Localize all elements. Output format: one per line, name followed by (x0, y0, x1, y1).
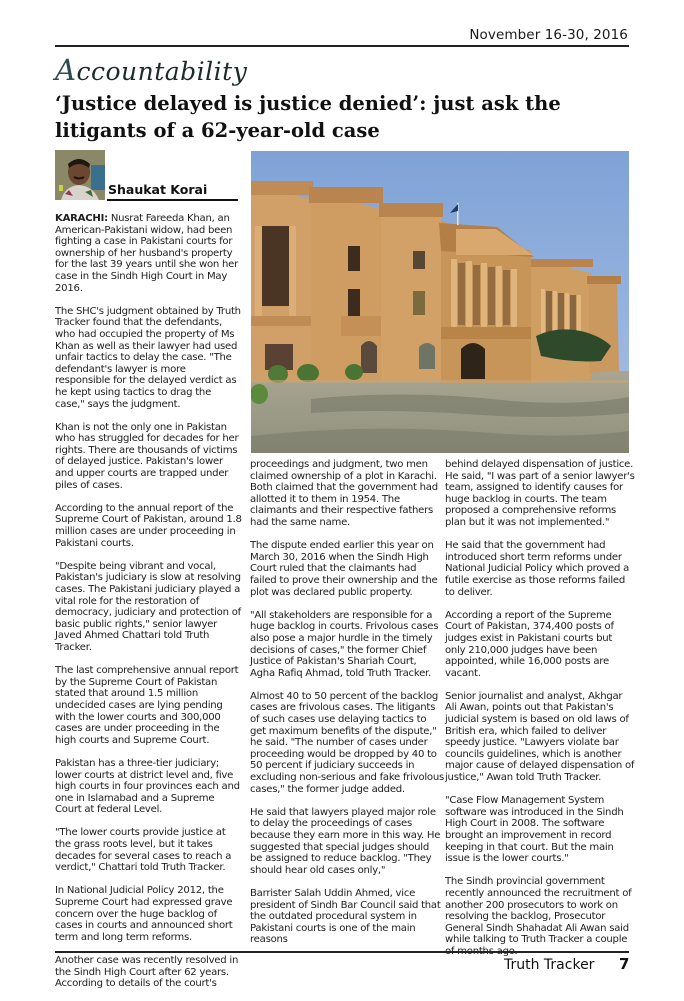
article-paragraph: Almost 40 to 50 percent of the backlog cases are frivolous cases. The litigants of such cases use delaying tactics to get maximum benefits of the dispute," he said. "The number of cases under proceeding would be dropped by 40 to 50 percent if judiciary succeeds in excluding non-serious and fake frivolous cases," the former judge added. (250, 690, 445, 795)
section-label-rest: ccountability (76, 57, 248, 86)
article-paragraph (55, 213, 243, 294)
article-paragraph: "All stakeholders are responsible for a huge backlog in courts. Frivolous cases also pose a major hurdle in the timely decisions of cases," the former Chief Justice of Pakistan's Shariah Court, Agha Rafiq Ahmad, told Truth Tracker. (250, 609, 439, 679)
footer-divider (55, 951, 629, 953)
author-portrait-icon (55, 150, 105, 200)
paragraph-text: Nusrat Fareeda Khan, an American-Pakistani widow, had been fighting a case in Pakistani courts for ownership of her husband's property for the last 39 years until she won her case in the Sindh High Court in May 2016. (55, 213, 239, 294)
article-paragraph: Pakistan has a three-tier judiciary; lower courts at district level and, five high courts in four provinces each and one in Islamabad and a Supreme Court at federal Level. (55, 757, 240, 816)
author-name: Shaukat Korai (108, 182, 208, 197)
article-paragraph: Another case was recently resolved in the Sindh High Court after 62 years. According to details of the court's (55, 955, 239, 990)
article-paragraph: "Case Flow Management System software was introduced in the Sindh High Court in 2008. The software brought an improvement in record keeping in that court. But the main issue is the lower courts." (445, 795, 624, 865)
article-column-2 (250, 459, 444, 958)
article-paragraph: He said that the government had introduced short term reforms under National Judicial Policy which proved a futile exercise as those reforms failed to deliver. (445, 540, 630, 598)
article-paragraph: behind delayed dispensation of justice. He said, "I was part of a senior lawyer's team, assigned to identify causes for huge backlog in courts. The team proposed a comprehensive reforms plan but it was not implemented." (445, 459, 635, 528)
article-paragraph: "The lower courts provide justice at the grass roots level, but it takes decades for several cases to reach a verdict," Chattari told Truth Tracker. (55, 827, 232, 874)
article-paragraph: He said that lawyers played major role to delay the proceedings of cases because they earn more in this way. He suggested that special judges should be assigned to reduce backlog. "They should hear old cases only," (250, 806, 441, 876)
article-paragraph: According to the annual report of the Supreme Court of Pakistan, around 1.8 million cases are under proceeding in Pakistani courts. (55, 502, 242, 549)
issue-date: November 16-30, 2016 (469, 27, 628, 43)
court-building-illustration (251, 151, 629, 453)
article-paragraph: The SHC's judgment obtained by Truth Tracker found that the defendants, who had occupied the property of Ms Khan as well as their lawyer had used unfair tactics to delay the case. "The defendant's lawyer is more responsible for the delayed verdict as he kept using tactics to drag the case," says the judgment. (55, 305, 241, 410)
article-paragraph: According a report of the Supreme Court of Pakistan, 374,400 posts of judges exist in Pakistani courts but only 210,000 judges have been appointed, while 16,000 posts are vacant. (445, 609, 614, 679)
article-column-1 (55, 213, 243, 1001)
article-paragraph: The last comprehensive annual report by the Supreme Court of Pakistan stated that around 1.5 million undecided cases are lying pending with the lower courts and 300,000 cases are under proceeding in the high courts and Supreme Court. (55, 665, 239, 746)
article-headline: ‘Justice delayed is justice denied’: just ask the litigants of a 62-year-old case (55, 92, 561, 142)
dateline: KARACHI: (55, 213, 108, 224)
article-paragraph: The dispute ended earlier this year on March 30, 2016 when the Sindh High Court ruled that the claimants had failed to prove their ownership and the plot was declared public property. (250, 540, 438, 598)
page-number: 7 (619, 955, 630, 973)
section-label-initial: A (55, 53, 77, 87)
article-paragraph: proceedings and judgment, two men claimed ownership of a plot in Karachi. Both claimed that the government had allotted it to them in 1954. The claimants and their respective fathers had the same name. (250, 459, 438, 528)
author-divider (107, 199, 238, 201)
article-paragraph: In National Judicial Policy 2012, the Supreme Court had expressed grave concern over the huge backlog of cases in courts and announced short term and long term reforms. (55, 885, 233, 943)
article-paragraph: "Despite being vibrant and vocal, Pakistan's judiciary is slow at resolving cases. The Pakistani judiciary played a vital role for the restoration of democracy, judiciary and protection of basic public rights," senior lawyer Javed Ahmed Chattari told Truth Tracker. (55, 560, 241, 653)
header-divider (55, 45, 629, 47)
article-paragraph: Senior journalist and analyst, Akhgar Ali Awan, points out that Pakistan's judicial system is based on old laws of British era, which failed to deliver speedy justice. "Lawyers violate bar councils guidelines, which is another major cause of delayed dispensation of justice," Awan told Truth Tracker. (445, 690, 635, 784)
footer-publication-name: Truth Tracker (504, 957, 595, 973)
article-paragraph: Barrister Salah Uddin Ahmed, vice president of Sindh Bar Council said that the outdated procedural system in Pakistani courts is one of the main reasons (250, 887, 441, 946)
article-paragraph: Khan is not the only one in Pakistan who has struggled for decades for her rights. There are thousands of victims of delayed justice. Pakistan's lower and upper courts are trapped under piles of cases. (55, 421, 239, 491)
article-paragraph: The Sindh provincial government recently announced the recruitment of another 200 prosecutors to work on resolving the backlog, Prosecutor General Sindh Shahadat Ali Awan said while talking to Truth Tracker a couple (445, 876, 632, 946)
sindh-high-court-building-photo-icon (251, 151, 629, 453)
author-portrait-graphic (55, 150, 105, 200)
article-column-3 (445, 459, 635, 969)
section-label (55, 53, 247, 87)
